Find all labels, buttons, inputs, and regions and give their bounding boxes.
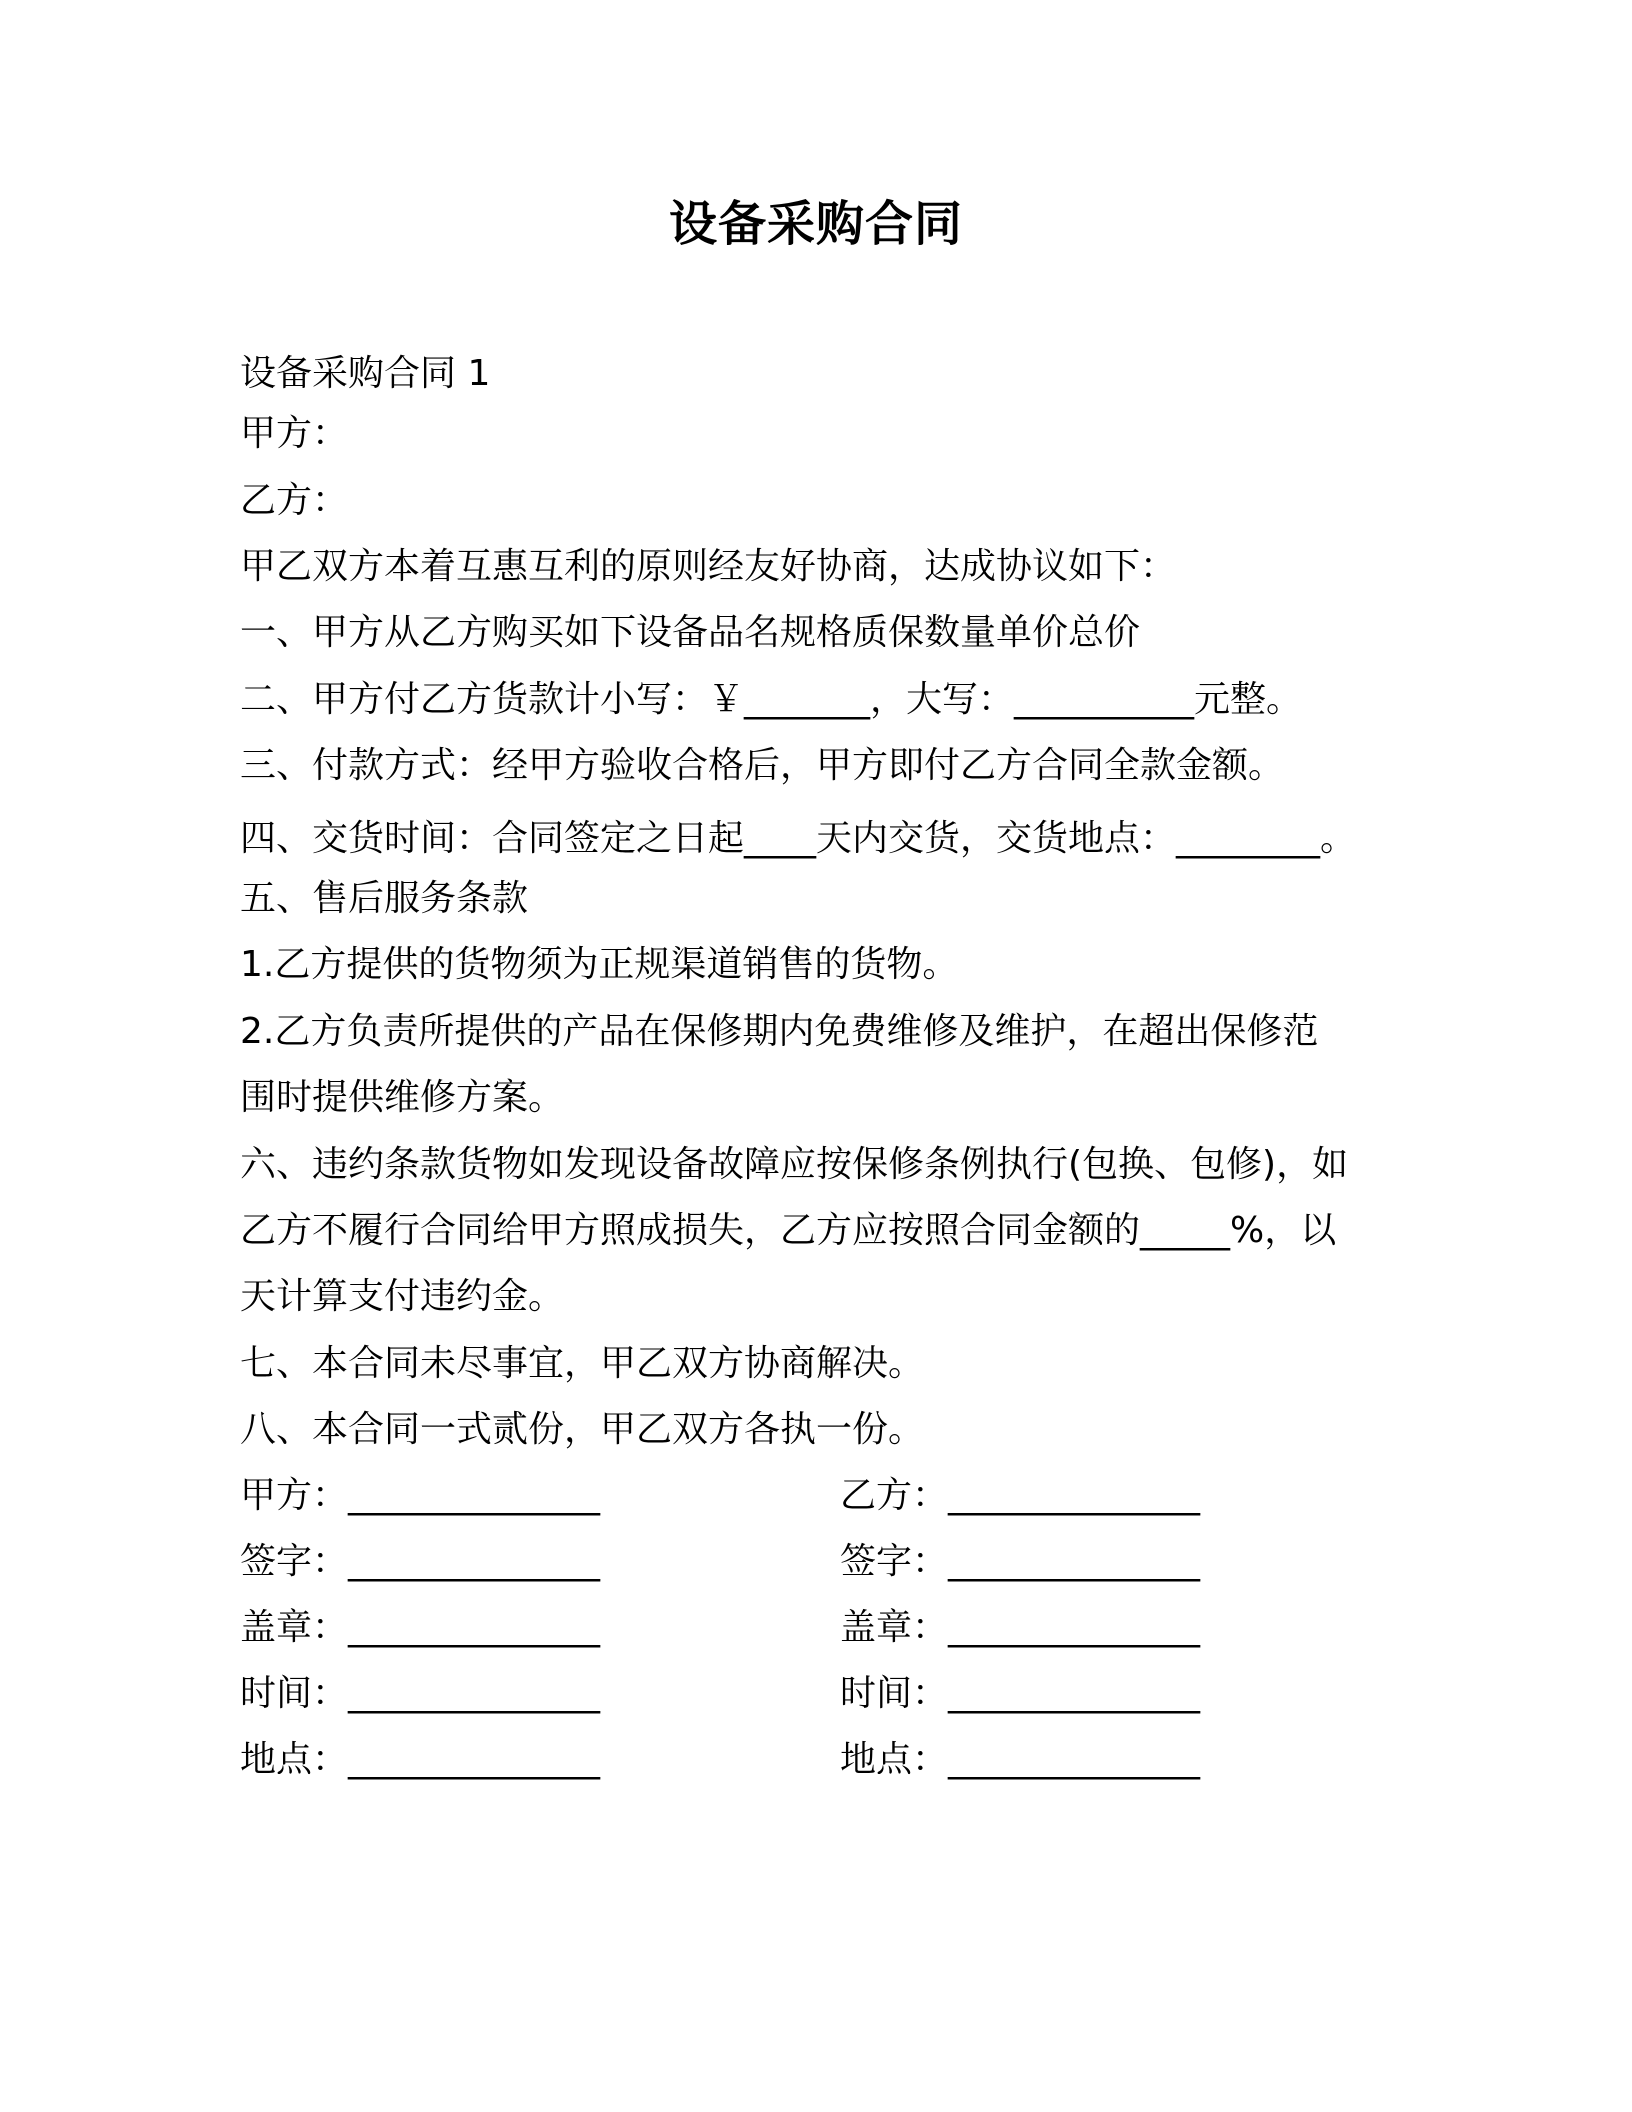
intro-paragraph: 甲乙双方本着互惠互利的原则经友好协商，达成协议如下： [240, 546, 1177, 587]
sig-party-a: 甲方：______________ [240, 1475, 601, 1516]
clause-5-item-2-line-1: 2.乙方负责所提供的产品在保修期内免费维修及维护，在超出保修范 [240, 1011, 1319, 1052]
sig-signature-b: 签字：______________ [840, 1541, 1201, 1582]
clause-5-item-1: 1.乙方提供的货物须为正规渠道销售的货物。 [240, 944, 959, 985]
sig-seal-a: 盖章：______________ [240, 1607, 601, 1648]
contract-subtitle: 设备采购合同 1 [240, 353, 491, 394]
clause-5-heading: 五、售后服务条款 [240, 878, 529, 919]
sig-party-b: 乙方：______________ [840, 1475, 1201, 1516]
clause-3: 三、付款方式：经甲方验收合格后，甲方即付乙方合同全款金额。 [240, 745, 1285, 786]
clause-6-line-1: 六、违约条款货物如发现设备故障应按保修条例执行(包换、包修)，如 [240, 1144, 1349, 1185]
document-title: 设备采购合同 [668, 196, 963, 252]
sig-date-b: 时间：______________ [840, 1673, 1201, 1714]
sig-signature-a: 签字：______________ [240, 1541, 601, 1582]
clause-6-line-2: 乙方不履行合同给甲方照成损失，乙方应按照合同金额的_____%，以 [240, 1210, 1337, 1251]
clause-6-line-3: 天计算支付违约金。 [240, 1276, 565, 1317]
clause-8: 八、本合同一式贰份，甲乙双方各执一份。 [240, 1409, 925, 1450]
sig-date-a: 时间：______________ [240, 1673, 601, 1714]
sig-place-b: 地点：______________ [840, 1739, 1201, 1780]
clause-1: 一、甲方从乙方购买如下设备品名规格质保数量单价总价 [240, 612, 1141, 653]
sig-place-a: 地点：______________ [240, 1739, 601, 1780]
clause-7: 七、本合同未尽事宜，甲乙双方协商解决。 [240, 1343, 925, 1384]
party-b-line: 乙方： [240, 480, 349, 521]
sig-seal-b: 盖章：______________ [840, 1607, 1201, 1648]
clause-5-item-2-line-2: 围时提供维修方案。 [240, 1077, 565, 1118]
clause-2: 二、甲方付乙方货款计小写：￥_______，大写：__________元整。 [240, 679, 1303, 720]
clause-4: 四、交货时间：合同签定之日起____天内交货，交货地点：________。 [240, 818, 1357, 859]
party-a-line: 甲方： [240, 413, 349, 454]
